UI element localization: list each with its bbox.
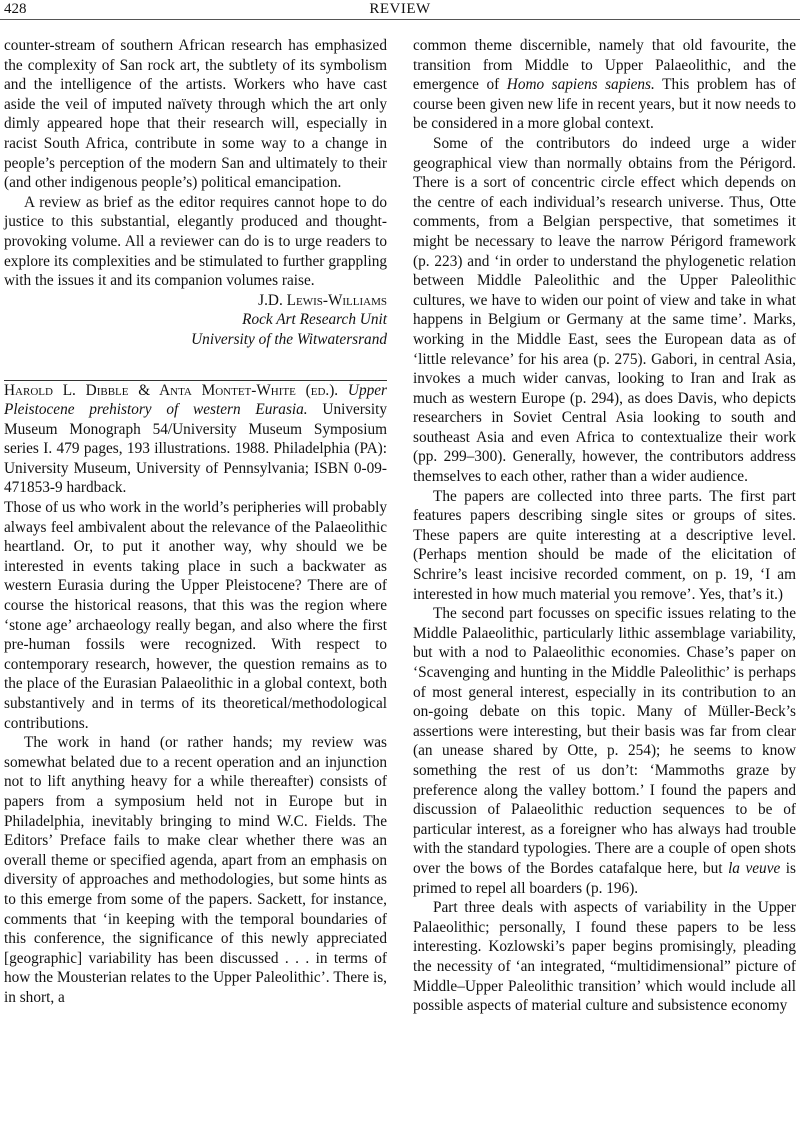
text-run: The second part focusses on specific issues relating to the Middle Palaeolithic, particularly lithic assemblage variability, but with a nod to Palaeolithic economies. Chase’s paper on ‘Scavenging and hunting in the Middle Paleolithic’ is perhaps of most general interest, especially in its contribution to an on-going debate on this topic. Many of Müller-Beck’s assertions were interesting, but their basis was far from clear (an unease shared by Otte, p. 254); he seems to know something the rest of us don’t: ‘Mammoths graze by preference along the valley bottom.’ I found the papers and discussion of Palaeolithic reduction sequences to be of particular interest, as a foreigner who has always had trouble with the standard typologies. There are a couple of open shots over the bows of the Bordes catafalque here, but [413, 605, 796, 877]
previous-review-closing: A review as brief as the editor requires cannot hope to do justice to this substantial, elegantly produced and thought-provoking volume. All a reviewer can do is to urge readers to explore its complexities and be stimulated to further grappling with the issues it and its companion volumes raise. [4, 193, 387, 290]
review-paragraph [413, 36, 796, 134]
review-paragraph: The papers are collected into three parts. The first part features papers describing single sites or groups of sites. These papers are quite interesting at a descriptive level. (Perhaps mention should be made of the elicitation of Schrire’s least incisive recorded comment, on p. 19, ‘I am interested in how much material you remove’. Yes, that’s it.) [413, 487, 796, 603]
left-column [4, 36, 387, 1008]
book-reference [4, 381, 387, 499]
species-name: Homo sapiens sapiens. [506, 76, 655, 94]
italic-phrase: la veuve [728, 859, 781, 877]
reviewer-signature [4, 291, 387, 350]
page-number: 428 [4, 1, 27, 17]
review-paragraph: Those of us who work in the world’s peripheries will probably always feel ambivalent about the relevance of the Palaeolithic heartland. Or, to put it another way, why should we be interested in events taking place in such a backwater as western Eurasia during the Upper Pleistocene? There are of course the historical reasons, that this was the region where ‘stone age’ archaeology really began, and also where the first pre-human fossils were recognized. With respect to contemporary research, however, the question remains as to the place of the Eurasian Palaeolithic in a global context, both substantively and in terms of its theoretical/methodological contributions. [4, 499, 387, 732]
review-paragraph: The work in hand (or rather hands; my review was somewhat belated due to a recent operation and an injunction not to lift anything heavy for a while thereafter) consists of papers from a symposium held not in Europe but in Philadelphia, inevitably bringing to mind W.C. Fields. The Editors’ Preface fails to make clear whether there was an overall theme or specified agenda, apart from an emphasis on diversity of approaches and methodologies, but some hints as to this emerge from some of the papers. Sackett, for instance, comments that ‘in keeping with the temporal boundaries of this conference, the significance of this newly appreciated [geographic] variability has been discussed . . . in terms of how the Mousterian relates to the Upper Paleolithic’. There is, in short, a [4, 734, 387, 1006]
page-header [0, 0, 800, 22]
text-run: is primed to repel all boarders (p. 196). [413, 859, 796, 897]
reviewer-name: J.D. Lewis-Williams [258, 291, 387, 309]
text-run: This problem has of course been given new life in recent years, but it now needs to be considered in a more global context. [413, 76, 796, 133]
review-paragraph: Some of the contributors do indeed urge a wider geographical view than normally obtains from the Périgord. There is a sort of concentric circle effect which depends on the centre of each individual’s research universe. Thus, Otte comments, from a Belgian perspective, that sometimes it might be necessary to leave the narrow Périgord framework (p. 223) and ‘in order to understand the phylogenetic relation between Middle Paleolithic and the Upper Paleolithic cultures, we have to widen our point of view and take in what happens in Belgium or Germany at the same time’. Marks, working in the Middle East, sees the European data as of ‘little relevance’ for his area (p. 275). Gabori, in central Asia, invokes a much wider canvas, looking to Iran and Irak as much as western Europe (p. 294), as does Davis, who depicts researchers in Soviet Central Asia looking to south and southeast Asia and even Africa to contextualize their work (pp. 299–300). Generally, however, the contributors address themselves to each other, rather than a wider audience. [413, 134, 796, 486]
book-details: University Museum Monograph 54/University Museum Symposium series I. 479 pages, 193 illustrations. 1988. Philadelphia (PA): University Museum, University of Pennsylvania; ISBN 0-09-471853-9 hardback. [4, 401, 387, 497]
running-head: REVIEW [369, 1, 431, 17]
header-rule [0, 19, 800, 20]
previous-review-text: counter-stream of southern African research has emphasized the complexity of San rock art, the subtlety of its symbolism and the intelligence of the artists. Workers who have cast aside the veil of imputed naïvety through which the art only dimly appeared hope that their research will, especially in racist South Africa, contribute in some way to a change in people’s perception of the modern San and ultimately to their (and other indigenous people’s) political emancipation. [4, 37, 387, 192]
text-run: common theme discernible, namely that old favourite, the transition from Middle to Upper Palaeolithic, and the emergence of [413, 37, 796, 94]
reviewer-institution: University of the Witwatersrand [191, 330, 387, 348]
right-column [413, 36, 796, 1016]
book-title: Upper Pleistocene prehistory of western Eurasia. [4, 381, 388, 419]
reviewer-unit: Rock Art Research Unit [242, 311, 387, 329]
book-authors: Harold L. Dibble & Anta Montet-White (ed.). [4, 381, 339, 399]
review-paragraph: Part three deals with aspects of variability in the Upper Palaeolithic; personally, I found these papers to be less interesting. Kozlowski’s paper begins promisingly, pleading the necessity of ‘an integrated, “multidimensional” picture of Middle–Upper Paleolithic transition’ which would include all possible aspects of material culture and subsistence economy [413, 899, 796, 1015]
review-paragraph [413, 604, 796, 898]
